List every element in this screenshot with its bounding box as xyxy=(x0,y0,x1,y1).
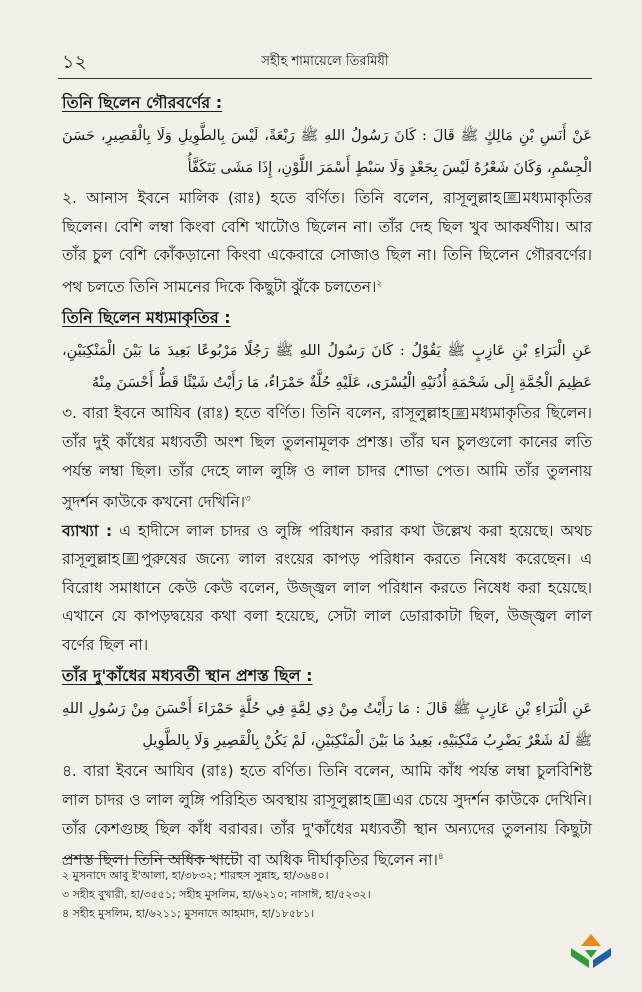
logo-top-triangle xyxy=(581,934,601,946)
footnote-ref-4: ৪ xyxy=(437,852,444,863)
salutation-icon: ﷺ xyxy=(504,192,520,203)
arabic-hadith-2: عَنِ الْبَرَاءِ بْنِ عَازِبٍ ﷺ يَقُوْلُ : كَانَ رَسُولُ اللهِ ﷺ رَجُلًا مَرْبُوعًا بَعِيدَ مَا بَيْنَ الْمَنْكِبَيْنِ، عَظِيمَ الْجُمَّةِ إِلَى شَحْمَةِ أُذُنَيْهِ الْيُسْرَى، عَلَيْهِ حُلَّةٌ حَمْرَاءُ، مَا رَأَيْتُ شَيْئًا قَطُّ أَحْسَنَ مِنْهُ xyxy=(62,343,592,392)
salutation-icon: ﷺ xyxy=(123,553,139,564)
explanation-paragraph xyxy=(62,517,592,660)
publisher-logo-icon xyxy=(567,932,615,972)
footnote-ref-3: ৩ xyxy=(244,494,251,505)
footnote-rule xyxy=(62,858,237,859)
arabic-hadith-1: عَنْ أَنَسِ بْنِ مَالِكٍ ﷺ قَالَ : كَانَ رَسُولُ اللهِ ﷺ رَبْعَةً، لَيْسَ بِالطَّوِيلِ وَلَا بِالْقَصِيرِ، حَسَنَ الْجِسْمِ، وَكَانَ شَعْرُهُ لَيْسَ بِجَعْدٍ وَلَا سَبْطٍ أَسْمَرَ اللَّوْنِ، إِذَا مَشَى يَتَكَفَّأُ xyxy=(62,128,592,176)
explanation-text-b: পুরুষের জন্যে লাল রংয়ের কাপড় পরিধান করতে নিষেধ করেছেন। এ বিরোধ সমাধানে কেউ কেউ বলেন, উজ্জ্বল লাল পরিধান করতে নিষেধ করা হয়েছে। এখানে যে কাপড়দ্বয়ের কথা বলা হয়েছে, সেটা লাল ডোরাকাটা ছিল, উজ্জ্বল লাল বর্ণের ছিল না। xyxy=(62,550,592,654)
hadith-3-text-a: ৩. বারা ইবনে আযিব (রাঃ) হতে বর্ণিত। তিনি বলেন, রাসূলুল্লাহ xyxy=(62,404,450,423)
page-header xyxy=(58,44,592,76)
explanation-text-a: এ হাদীসে লাল চাদর ও লুঙ্গি পরিধান করার কথা উল্লেখ করা হয়েছে। অথচ রাসূলুল্লাহ xyxy=(62,521,593,569)
running-title: সহীহ শামায়েলে তিরমিযী xyxy=(261,54,389,69)
hadith-3-text-b: মধ্যমাকৃতির ছিলেন। তাঁর দুই কাঁধের মধ্যবর্তী অংশ ছিল তুলনামূলক প্রশস্ত। তাঁর ঘন চুলগুলো কানের লতি পর্যন্ত লম্বা ছিল। তাঁর দেহে লাল লুঙ্গি ও লাল চাদর শোভা পেত। আমি তাঁর তুলনায় সুদর্শন কাউকে কখনো দেখিনি। xyxy=(62,404,592,512)
hadith-2-text-a: ২. আনাস ইবনে মালিক (রাঃ) হতে বর্ণিত। তিনি বলেন, রাসূলুল্লাহ xyxy=(62,189,501,207)
hadith-2-text-b: মধ্যমাকৃতির ছিলেন। বেশি লম্বা কিংবা বেশি খাটোও ছিলেন না। তাঁর দেহ ছিল খুব আকর্ষণীয়। আর তাঁর চুল বেশি কোঁকড়ানো কিংবা একেবারে সোজাও ছিল না। তিনি ছিলেন গৌরবর্ণের। পথ চলতে তিনি সামনের দিকে কিছুটা ঝুঁকে চলতেন। xyxy=(62,189,592,296)
section-heading-broad-shoulders: তাঁর দু'কাঁধের মধ্যবর্তী স্থান প্রশস্ত ছিল : xyxy=(62,666,313,686)
section-heading-medium-stature: তিনি ছিলেন মধ্যমাকৃতির : xyxy=(62,308,231,328)
hadith-3-paragraph xyxy=(62,399,592,516)
page-content xyxy=(62,86,592,875)
header-rule xyxy=(58,78,592,79)
salutation-icon: ﷺ xyxy=(452,408,468,419)
section-heading-fair-complexion: তিনি ছিলেন গৌরবর্ণের : xyxy=(62,93,223,112)
hadith-2-paragraph xyxy=(62,184,592,301)
hadith-4-text-a: ৪. বারা ইবনে আযিব (রাঃ) হতে বর্ণিত। তিনি বলেন, আমি কাঁধ পর্যন্ত লম্বা চুলবিশিষ্ট লাল চাদর ও লাল লুঙ্গি পরিহিত অবস্থায় রাসূলুল্লাহ xyxy=(62,762,592,809)
footnote-ref-2: ২ xyxy=(376,278,383,289)
hadith-4-text-b: এর চেয়ে সুদর্শন কাউকে দেখিনি। তাঁর কেশগুচ্ছ ছিল কাঁধ বরাবর। তাঁর দু'কাঁধের মধ্যবর্তী স্থান অন্যদের তুলনায় কিছুটা প্রশস্ত ছিল। তিনি অধিক খাটো বা অধিক দীর্ঘাকৃতির ছিলেন না। xyxy=(62,790,592,870)
page-number: ১২ xyxy=(62,51,87,73)
footnote-2: ২ মুসনাদে আবু ই'আলা, হা/৩৮৩২; শারহুস সুন্নাহ, হা/৩৬৪০। xyxy=(62,869,329,882)
arabic-hadith-3: عَنِ الْبَرَاءِ بْنِ عَازِبٍ ﷺ قَالَ : مَا رَأَيْتُ مِنْ ذِي لِمَّةٍ فِي حُلَّةٍ حَمْرَاءَ أَحْسَنَ مِنْ رَسُولِ اللهِ ﷺ لَهُ شَعْرٌ يَضْرِبُ مَنْكِبَيْهِ، بَعِيدُ مَا بَيْنَ الْمَنْكِبَيْنِ، لَمْ يَكُنْ بِالْقَصِيرِ وَلَا بِالطَّوِيلِ xyxy=(62,701,592,750)
logo-center xyxy=(585,950,597,958)
footnotes xyxy=(62,866,592,923)
salutation-icon: ﷺ xyxy=(374,794,390,805)
explanation-label: ব্যাখ্যা : xyxy=(62,521,113,540)
footnote-3: ৩ সহীহ বুখারী, হা/৩৫৫১; সহীহ মুসলিম, হা/৬২১০; নাসাঈ, হা/৫২৩২। xyxy=(62,888,371,901)
footnote-4: ৪ সহীহ মুসলিম, হা/৬২১১; মুসনাদে আহমাদ, হা/১৮৫৮১। xyxy=(62,907,315,920)
